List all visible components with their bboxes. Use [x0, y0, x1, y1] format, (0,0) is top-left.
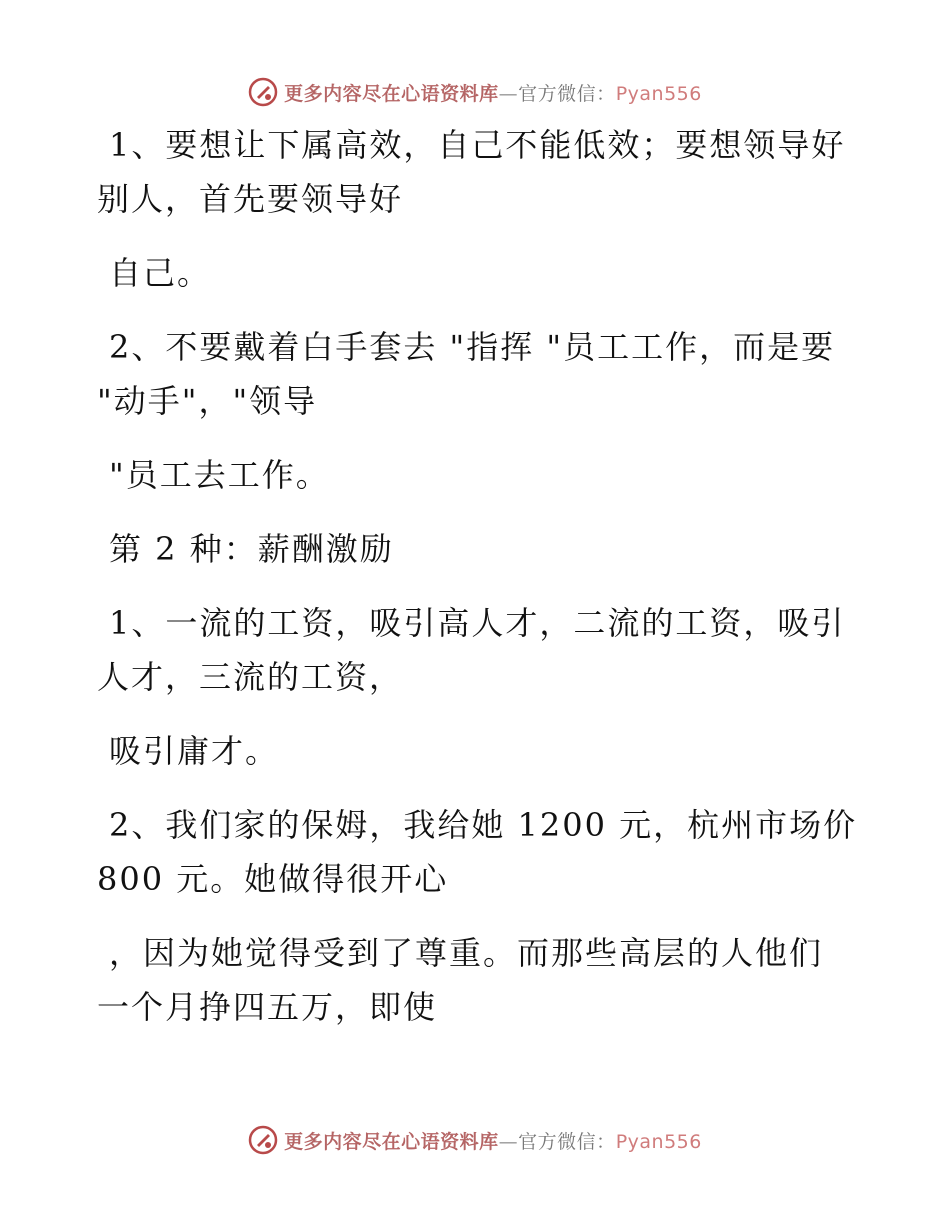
watermark-account: Pyan556 [615, 82, 702, 105]
text-line: 1、要想让下属高效，自己不能低效；要想领导好 [109, 126, 846, 164]
paragraph-7 [97, 798, 857, 906]
paragraph-6 [97, 724, 857, 778]
watermark-wechat-label: 官方微信： [518, 1130, 616, 1153]
text-line: 自己。 [109, 254, 212, 292]
watermark-text [284, 1127, 702, 1154]
logo-icon [248, 77, 278, 107]
text-line: 800 元。她做得很开心 [97, 860, 449, 898]
document-body [97, 118, 857, 1054]
watermark-dash: — [498, 1130, 519, 1153]
paragraph-5 [97, 596, 857, 704]
text-line: 吸引庸才。 [109, 732, 280, 770]
text-line: "员工去工作。 [109, 456, 330, 494]
paragraph-2 [97, 246, 857, 300]
footer-watermark [0, 1118, 950, 1162]
text-line: 1、一流的工资，吸引高人才，二流的工资，吸引 [109, 604, 846, 642]
text-line: 一个月挣四五万，即使 [97, 988, 438, 1026]
header-watermark [0, 70, 950, 114]
text-line: 别人，首先要领导好 [97, 180, 404, 218]
section-heading [97, 522, 857, 576]
paragraph-8 [97, 926, 857, 1034]
watermark-site-name: 更多内容尽在心语资料库 [284, 1130, 499, 1153]
paragraph-1 [97, 118, 857, 226]
text-line: "动手"，"领导 [97, 382, 318, 420]
text-line: 2、我们家的保姆，我给她 1200 元，杭州市场价 [109, 806, 858, 844]
watermark-site-name: 更多内容尽在心语资料库 [284, 82, 499, 105]
watermark-text [284, 79, 702, 106]
text-line: 第 2 种：薪酬激励 [109, 530, 394, 568]
text-line: ，因为她觉得受到了尊重。而那些高层的人他们 [109, 934, 824, 972]
paragraph-3 [97, 320, 857, 428]
paragraph-4 [97, 448, 857, 502]
watermark-wechat-label: 官方微信： [518, 82, 616, 105]
watermark-dash: — [498, 82, 519, 105]
text-line: 人才，三流的工资， [97, 658, 404, 696]
logo-icon [248, 1125, 278, 1155]
watermark-account: Pyan556 [615, 1130, 702, 1153]
text-line: 2、不要戴着白手套去 "指挥 "员工工作，而是要 [109, 328, 836, 366]
